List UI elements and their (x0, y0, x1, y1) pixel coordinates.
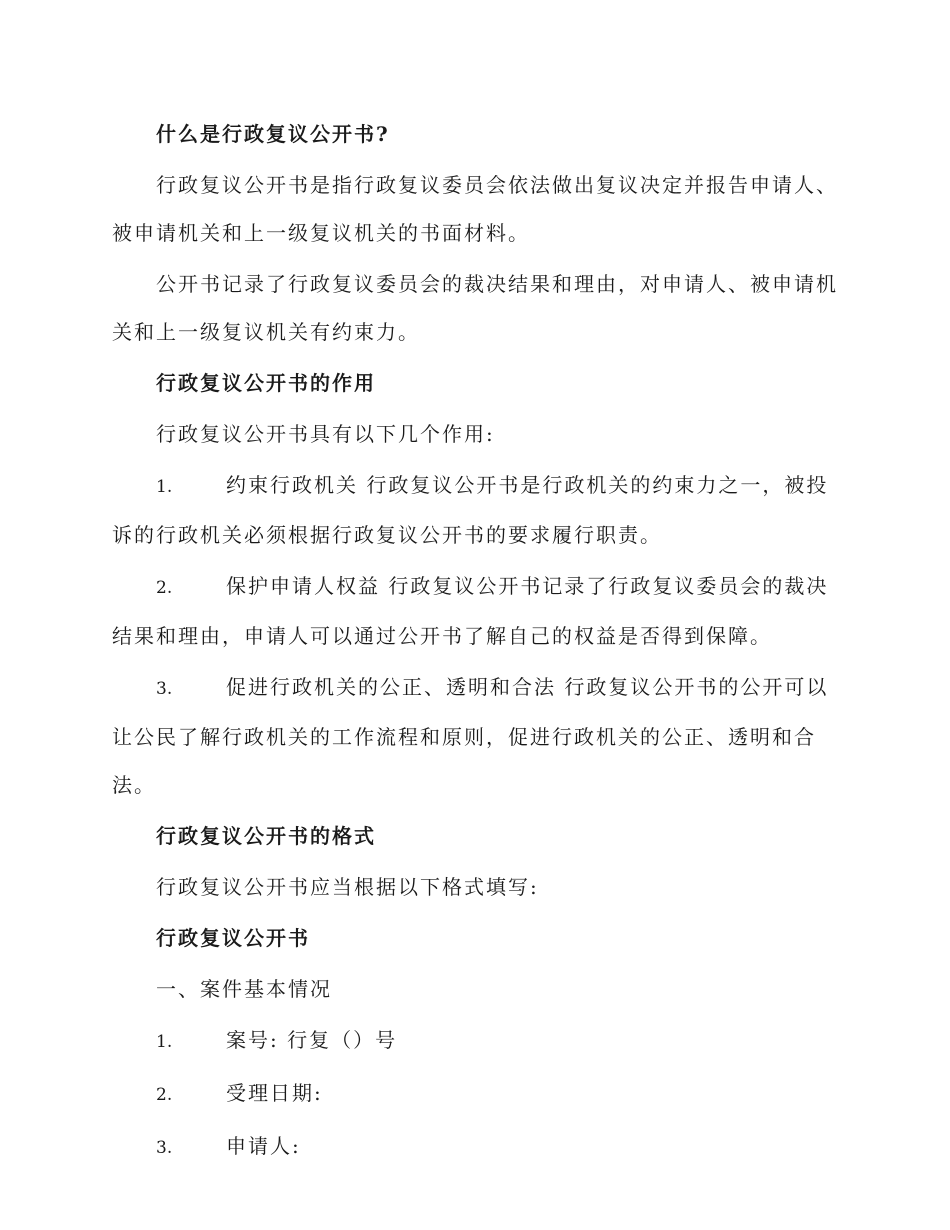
paragraph-case-basics: 一、案件基本情况 (156, 977, 332, 1001)
paragraph-functions-intro: 行政复议公开书具有以下几个作用: (156, 422, 495, 446)
list-item (112, 1069, 838, 1119)
list-text: 受理日期: (226, 1081, 323, 1105)
list-text: 促进行政机关的公正、透明和合法 行政复议公开书的公开可以让公民了解行政机关的工作流程和原则，促进行政机关的公正、透明和合法。 (112, 675, 829, 797)
heading-what-is: 什么是行政复议公开书? (156, 122, 390, 146)
heading-form-title: 行政复议公开书 (156, 926, 310, 950)
heading-format: 行政复议公开书的格式 (156, 824, 376, 848)
list-item (112, 1122, 838, 1172)
heading-functions: 行政复议公开书的作用 (156, 371, 376, 395)
list-item (112, 562, 838, 660)
list-text: 申请人: (226, 1134, 301, 1158)
list-item (112, 461, 838, 559)
list-number: 1. (156, 477, 173, 497)
list-number: 3. (156, 1138, 173, 1158)
list-text: 案号: 行复（）号 (226, 1028, 398, 1052)
paragraph-definition: 行政复议公开书是指行政复议委员会依法做出复议决定并报告申请人、被申请机关和上一级复议机关的书面材料。 (112, 173, 838, 245)
list-item (112, 663, 838, 809)
list-text: 约束行政机关 行政复议公开书是行政机关的约束力之一，被投诉的行政机关必须根据行政复议公开书的要求履行职责。 (112, 473, 829, 547)
list-number: 3. (156, 679, 173, 699)
list-text: 保护申请人权益 行政复议公开书记录了行政复议委员会的裁决结果和理由，申请人可以通过公开书了解自己的权益是否得到保障。 (112, 574, 829, 648)
paragraph-binding-force: 公开书记录了行政复议委员会的裁决结果和理由，对申请人、被申请机关和上一级复议机关有约束力。 (112, 272, 838, 344)
list-number: 2. (156, 578, 173, 598)
list-number: 1. (156, 1032, 173, 1052)
paragraph-format-intro: 行政复议公开书应当根据以下格式填写: (156, 875, 539, 899)
list-item (112, 1016, 838, 1066)
list-number: 2. (156, 1085, 173, 1105)
